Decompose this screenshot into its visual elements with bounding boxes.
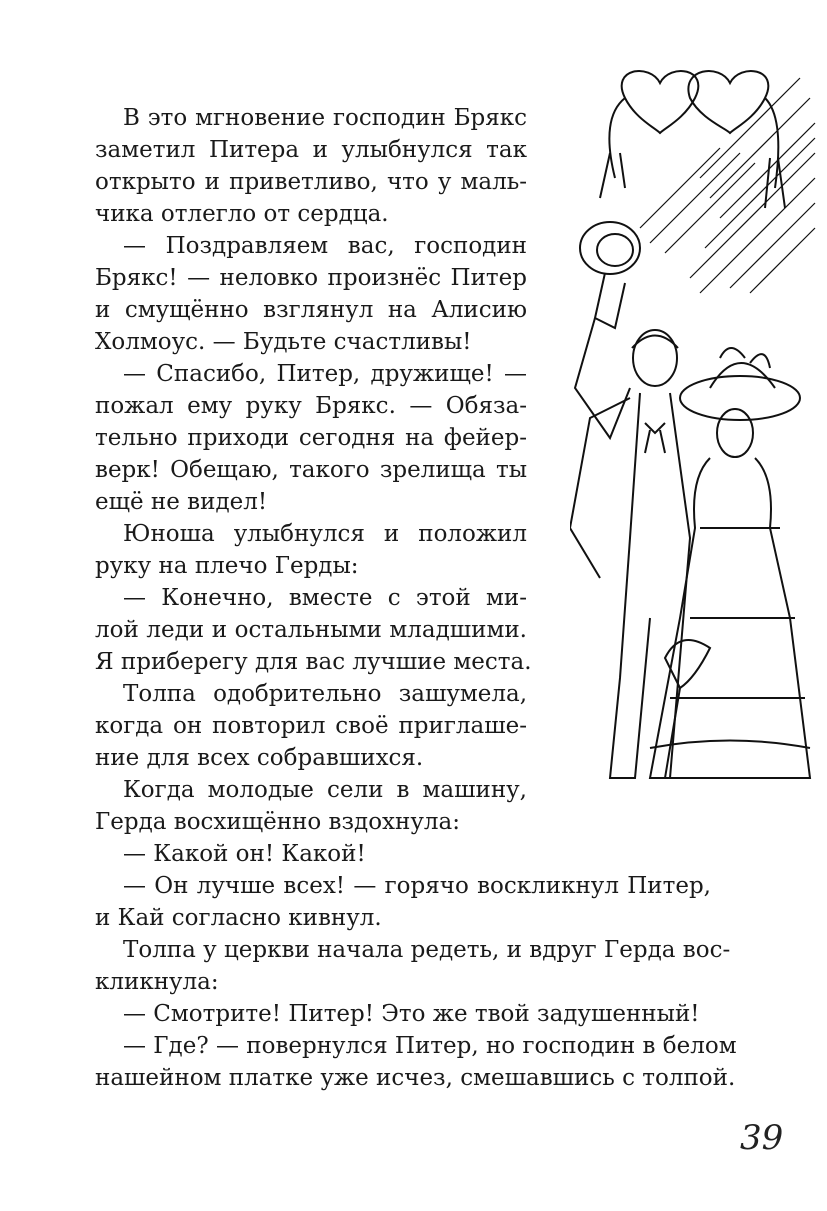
text-line: Холмоус. — Будьте счастливы! <box>95 329 472 355</box>
wedding-couple-illustration-icon <box>570 58 820 788</box>
text-line: заметил Питера и улыбнулся так <box>95 137 527 163</box>
text-line: открыто и приветливо, что у маль- <box>95 169 527 195</box>
text-line: — Смотрите! Питер! Это же твой задушенный! <box>123 1001 700 1027</box>
text-line: ещё не видел! <box>95 489 268 515</box>
text-line: и Кай согласно кивнул. <box>95 905 382 931</box>
text-line: и смущённо взглянул на Алисию <box>95 297 527 323</box>
text-line: — Поздравляем вас, господин <box>123 233 527 259</box>
page-number: 39 <box>740 1118 784 1158</box>
text-line: В это мгновение господин Брякс <box>123 105 527 131</box>
text-line: тельно приходи сегодня на фейер- <box>95 425 527 451</box>
text-line: — Конечно, вместе с этой ми- <box>123 585 527 611</box>
text-line: — Какой он! Какой! <box>123 841 366 867</box>
text-line: лой леди и остальными младшими. <box>95 617 527 643</box>
text-line: руку на плечо Герды: <box>95 553 359 579</box>
text-line: верк! Обещаю, такого зрелища ты <box>95 457 527 483</box>
text-line: — Спасибо, Питер, дружище! — <box>123 361 527 387</box>
text-line: Брякс! — неловко произнёс Питер <box>95 265 527 291</box>
text-line: Юноша улыбнулся и положил <box>123 521 527 547</box>
text-line: Когда молодые сели в машину, <box>123 777 527 803</box>
text-line: ние для всех собравшихся. <box>95 745 424 771</box>
text-line: Толпа у церкви начала редеть, и вдруг Герда вос- <box>123 937 731 963</box>
text-line: Толпа одобрительно зашумела, <box>123 681 527 707</box>
text-line: чика отлегло от сердца. <box>95 201 389 227</box>
text-line: Герда восхищённо вздохнула: <box>95 809 460 835</box>
text-line: пожал ему руку Брякс. — Обяза- <box>95 393 527 419</box>
text-line: кликнула: <box>95 969 219 995</box>
text-line: Я приберегу для вас лучшие места. <box>95 649 532 675</box>
text-line: — Он лучше всех! — горячо воскликнул Питер, <box>123 873 711 899</box>
text-line: нашейном платке уже исчез, смешавшись с толпой. <box>95 1065 736 1091</box>
text-line: — Где? — повернулся Питер, но господин в белом <box>123 1033 737 1059</box>
text-line: когда он повторил своё приглаше- <box>95 713 527 739</box>
